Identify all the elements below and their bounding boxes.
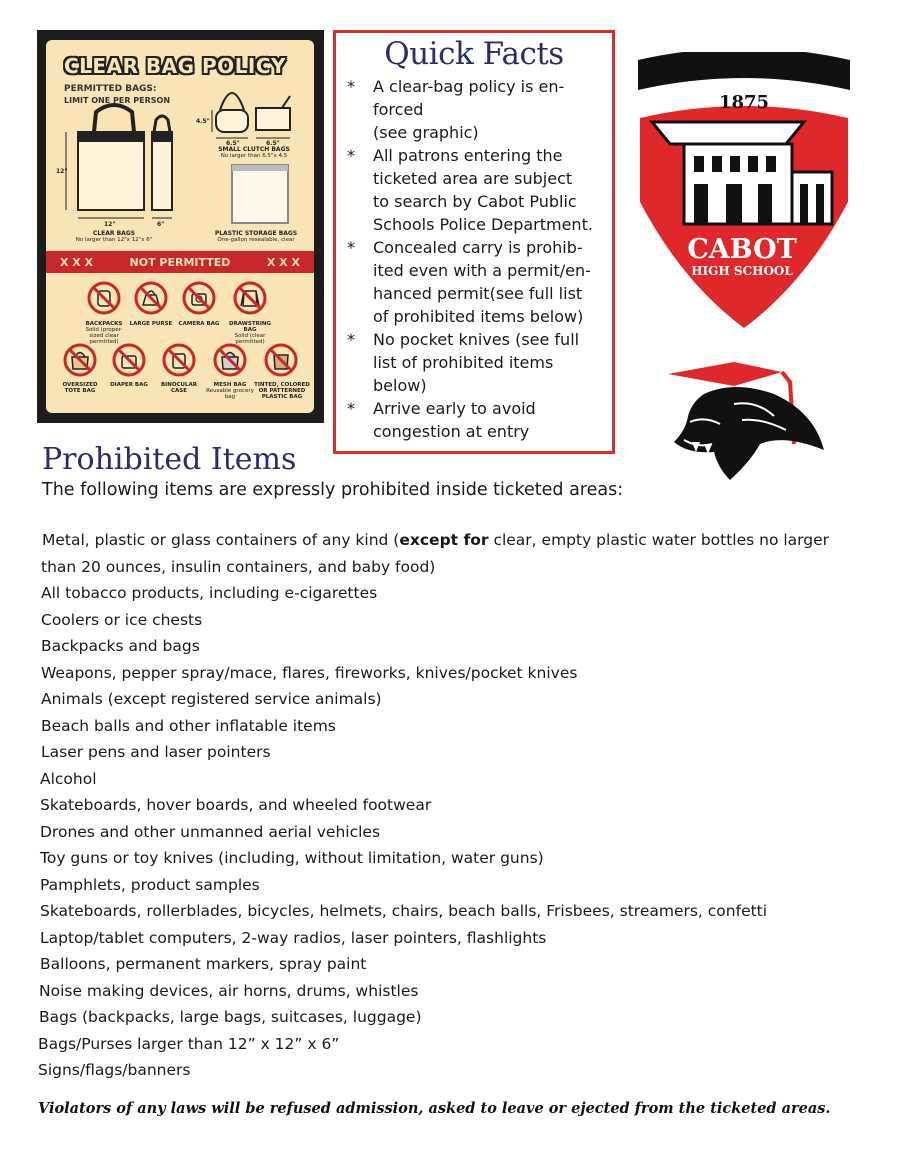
mesh-bag-prohibited-icon [213, 343, 247, 377]
clear-bag-poster [37, 30, 324, 423]
quick-facts-list [347, 75, 609, 443]
dim-65-b: 6.5" [266, 140, 280, 147]
item-text: clear, empty plastic water bottles no larger [488, 531, 830, 549]
list-item: Drones and other unmanned aerial vehicles [40, 822, 381, 841]
prohibited-items-title: Prohibited Items [42, 442, 297, 477]
clutch-label-text: SMALL CLUTCH BAGS [218, 146, 290, 153]
prohibited-intro: The following items are expressly prohibited inside ticketed areas: [42, 480, 624, 500]
list-item: Skateboards, rollerblades, bicycles, helmets, chairs, beach balls, Frisbees, streamers, confetti [40, 902, 768, 920]
np-large-purse-label: LARGE PURSE [129, 321, 173, 327]
item-text: Metal, plastic or glass containers of any kind ( [42, 531, 400, 549]
item-bold: except for [399, 531, 489, 549]
large-purse-prohibited-icon [134, 281, 168, 315]
np-backpacks-label: BACKPACKS [85, 321, 123, 327]
clear-bags-label [62, 230, 166, 244]
dim-12-width: 12" [104, 221, 116, 228]
diaper-bag-prohibited-icon [112, 343, 146, 377]
quick-facts-title: Quick Facts [384, 36, 564, 72]
quick-fact-item [347, 236, 609, 328]
quick-fact-item [347, 75, 609, 144]
quick-fact-text: Concealed carry is prohib- ited even with a permit/en- hanced permit(see full list of prohibited items below) [373, 238, 591, 326]
np-camera-bag-label: CAMERA BAG [178, 321, 220, 327]
backpack-prohibited-icon [87, 281, 121, 315]
not-permitted-label: NOT PERMITTED [129, 255, 231, 269]
clutch-note: No larger than 6.5"x 4.5 [220, 153, 288, 159]
list-item: Coolers or ice chests [41, 610, 203, 629]
quick-fact-text: Arrive early to avoid congestion at entry [373, 399, 536, 441]
np-mesh-label: MESH BAG [213, 382, 247, 388]
list-item: Laser pens and laser pointers [41, 743, 271, 761]
quick-fact-item [347, 397, 609, 443]
list-item: Bags/Purses larger than 12” x 12” x 6” [38, 1034, 340, 1053]
camera-bag-prohibited-icon [182, 281, 216, 315]
np-tote-label: OVERSIZED TOTE BAG [62, 382, 98, 394]
np-drawstring-note: Solid (clear permitted) [234, 333, 266, 345]
np-drawstring-label: DRAWSTRING BAG [229, 321, 271, 333]
np-backpacks-note: Solid (proper-sized clear permitted) [85, 327, 123, 345]
xxx-left: X X X [60, 255, 94, 269]
list-item: Bags (backpacks, large bags, suitcases, luggage) [39, 1008, 422, 1026]
storage-bag-icon [232, 165, 288, 223]
dim-12-height: 12" [56, 168, 68, 175]
bullet: * [347, 77, 355, 96]
np-drawstring [225, 321, 275, 345]
quick-fact-item [347, 328, 609, 397]
quick-facts-box [333, 30, 615, 454]
clear-bag-side-icon [152, 116, 172, 210]
cabot-high-school-logo [636, 52, 852, 332]
list-item: Skateboards, hover boards, and wheeled footwear [40, 796, 432, 814]
np-backpacks [79, 321, 129, 345]
clutch-bag-icon [216, 93, 248, 132]
clutch-label [206, 146, 302, 160]
xxx-right: X X X [266, 255, 300, 269]
list-item: Signs/flags/banners [38, 1061, 191, 1079]
list-item: All tobacco products, including e-cigarettes [41, 584, 378, 602]
logo-name: CABOT [687, 234, 797, 265]
np-camera-bag [174, 321, 224, 327]
clutch-bag-2-icon [256, 96, 290, 130]
np-diaper-label: DIAPER BAG [110, 382, 148, 388]
list-item: Laptop/tablet computers, 2-way radios, laser pointers, flashlights [40, 928, 547, 947]
permitted-limit: LIMIT ONE PER PERSON [64, 96, 171, 105]
np-large-purse [126, 321, 176, 327]
list-item: Backpacks and bags [41, 637, 200, 655]
logo-black-banner [638, 52, 850, 90]
clear-bag-icon [78, 105, 144, 210]
list-item: Animals (except registered service animals) [41, 690, 382, 708]
not-permitted-bar [46, 251, 314, 273]
dim-6: 6" [157, 221, 165, 228]
quick-fact-text: All patrons entering the ticketed area are subject to search by Cabot Public Schools Police Department. [373, 146, 593, 234]
dim-45: 4.5" [196, 118, 210, 125]
logo-subtitle: HIGH SCHOOL [691, 264, 793, 278]
poster-title: CLEAR BAG POLICY [64, 54, 287, 78]
storage-note: One-gallon resealable, clear [217, 237, 295, 243]
quick-fact-text: A clear-bag policy is en- forced (see graphic) [373, 77, 565, 142]
quick-fact-text: No pocket knives (see full list of prohibited items below) [373, 330, 580, 395]
storage-label-text: PLASTIC STORAGE BAGS [214, 230, 298, 237]
np-tote [55, 382, 105, 394]
list-item: Noise making devices, air horns, drums, whistles [39, 981, 419, 1000]
list-item: than 20 ounces, insulin containers, and baby food) [41, 557, 436, 576]
list-item: Weapons, pepper spray/mace, flares, fireworks, knives/pocket knives [41, 663, 578, 682]
dim-65-a: 6.5" [226, 140, 240, 147]
np-tinted [254, 382, 310, 400]
tote-bag-prohibited-icon [63, 343, 97, 377]
poster-panel [46, 40, 314, 413]
np-diaper [104, 382, 154, 388]
list-item: Beach balls and other inflatable items [41, 716, 336, 735]
bullet: * [347, 238, 355, 257]
violators-notice: Violators of any laws will be refused admission, asked to leave or ejected from the ticketed areas. [38, 1100, 831, 1117]
np-mesh-note: Reusable grocery bag [206, 388, 254, 400]
list-item: Toy guns or toy knives (including, without limitation, water guns) [40, 849, 544, 867]
bullet: * [347, 399, 355, 418]
np-binocular [154, 382, 204, 394]
list-item [38, 527, 858, 554]
np-binocular-label: BINOCULAR CASE [160, 382, 198, 394]
prohibited-items-list [38, 527, 858, 1084]
list-item: Pamphlets, product samples [40, 875, 260, 894]
storage-label [206, 230, 306, 244]
clear-bags-label-text: CLEAR BAGS [92, 230, 136, 237]
logo-year: 1875 [718, 92, 770, 113]
permitted-heading-text: PERMITTED BAGS: [64, 84, 157, 94]
list-item: Alcohol [40, 769, 97, 788]
drawstring-bag-prohibited-icon [233, 281, 267, 315]
clear-bags-note: No larger than 12"x 12"x 6" [75, 237, 153, 243]
bullet: * [347, 146, 355, 165]
np-tinted-label: TINTED, COLORED OR PATTERNED PLASTIC BAG [254, 382, 310, 400]
binocular-case-prohibited-icon [162, 343, 196, 377]
bullet: * [347, 330, 355, 349]
tinted-bag-prohibited-icon [264, 343, 298, 377]
quick-fact-item [347, 144, 609, 236]
panther-mascot-icon [664, 360, 829, 490]
np-mesh [205, 382, 255, 400]
list-item: Balloons, permanent markers, spray paint [40, 955, 367, 973]
